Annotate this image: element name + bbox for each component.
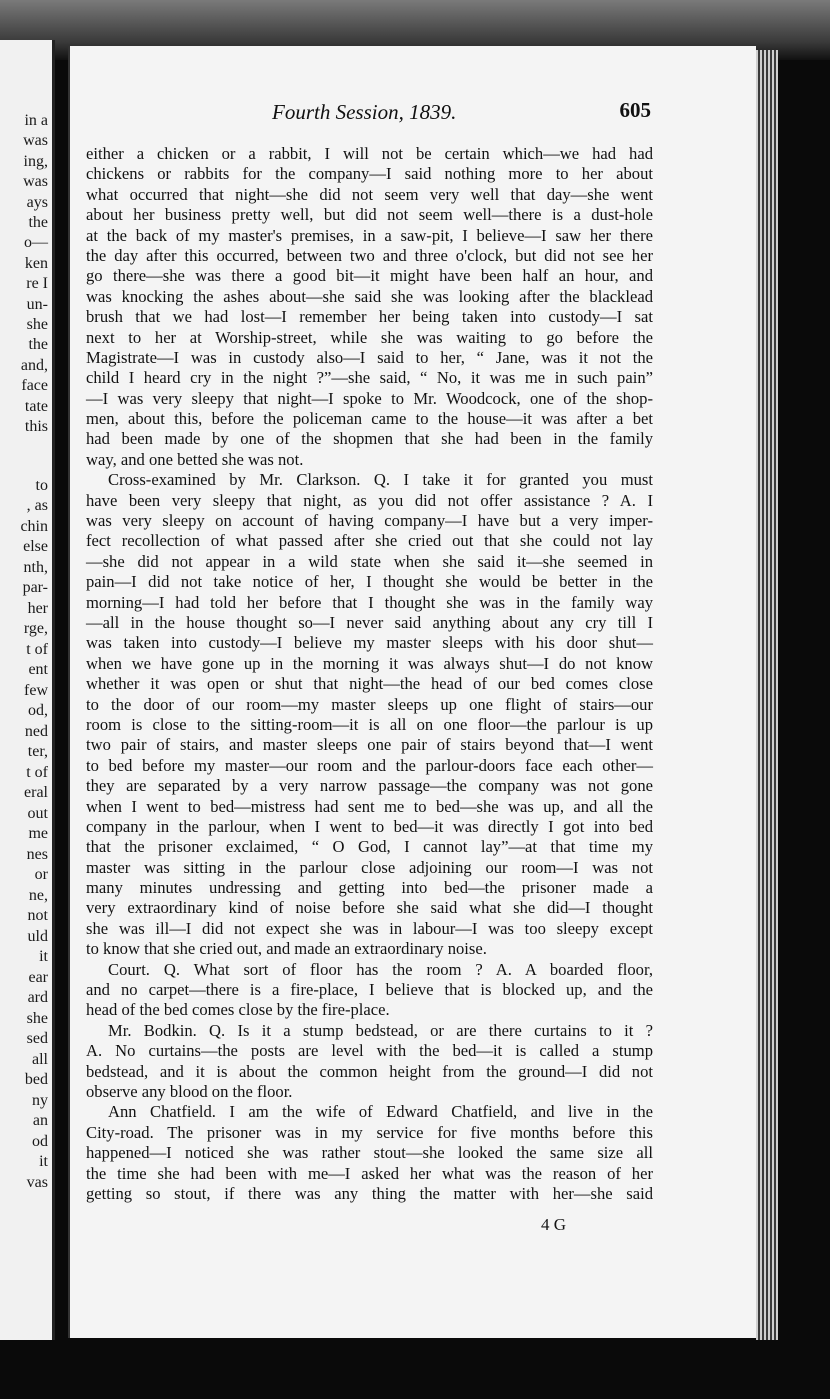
text-line: bedstead, and it is about the common height from the ground—I did not: [86, 1061, 653, 1081]
margin-fragment: ken: [24, 254, 48, 272]
text-line: that the prisoner exclaimed, “ O God, I cannot lay”—at that time my: [86, 837, 653, 857]
margin-fragment: ne,: [28, 886, 48, 904]
margin-fragment: re I: [26, 275, 48, 293]
text-line: the time she had been with me—I asked her what was the reason of her: [86, 1163, 653, 1183]
text-line: many minutes undressing and getting into bed—the prisoner made a: [86, 878, 653, 898]
text-line: head of the bed comes close by the fire-place.: [86, 1000, 390, 1020]
page-edges: [756, 50, 778, 1340]
text-line: she was ill—I did not expect she was in labour—I was too sleepy except: [86, 918, 653, 938]
margin-fragment: all: [32, 1050, 48, 1068]
margin-fragment: and,: [20, 356, 48, 374]
margin-fragment: this: [24, 418, 48, 435]
text-line: go there—she was there a good bit—it might have been half an hour, and: [86, 266, 653, 286]
text-line: Cross-examined by Mr. Clarkson. Q. I take it for granted you must: [108, 470, 653, 490]
margin-fragment: par-: [22, 579, 48, 597]
text-line: A. No curtains—the posts are level with the bed—it is called a stump: [86, 1041, 653, 1061]
margin-fragment: it: [39, 948, 48, 966]
margin-fragment: ear: [28, 968, 48, 986]
margin-fragment: od,: [28, 702, 48, 720]
text-line: was taken into custody—I believe my master sleeps with his door shut—: [86, 633, 653, 653]
text-line: —all in the house thought so—I never said anything about any cry till I: [86, 612, 653, 632]
margin-fragment: ing,: [23, 152, 48, 170]
margin-fragment: nth,: [23, 558, 48, 576]
left-page-fragment: [0, 40, 55, 1340]
margin-fragment: t of: [26, 763, 48, 781]
text-line: pain—I did not take notice of her, I thought she would be better in the: [86, 572, 653, 592]
text-line: Magistrate—I was in custody also—I said to her, “ Jane, was it not the: [86, 347, 653, 367]
text-line: the day after this occurred, between two and three o'clock, but did not see her: [86, 245, 653, 265]
margin-fragment: else: [23, 538, 48, 556]
margin-fragment: uld: [27, 927, 48, 945]
text-line: very extraordinary kind of noise before she said what she did—I thought: [86, 898, 653, 918]
margin-fragment: in a: [24, 112, 48, 129]
margin-fragment: or: [34, 866, 48, 884]
text-line: —she did not appear in a wild state when she said it—she seemed in: [86, 551, 653, 571]
margin-fragment: eral: [24, 784, 48, 802]
running-title: Fourth Session, 1839.: [272, 100, 457, 124]
margin-fragment: chin: [20, 517, 48, 535]
text-line: chickens or rabbits for the company—I said nothing more to her about: [86, 164, 653, 184]
text-line: City-road. The prisoner was in my service for five months before this: [86, 1122, 653, 1142]
text-line: two pair of stairs, and master sleeps one pair of stairs beyond that—I went: [86, 735, 653, 755]
margin-fragment: rge,: [23, 620, 48, 638]
text-line: men, about this, before the policeman came to the house—it was after a bet: [86, 409, 653, 429]
text-line: was very sleepy on account of having company—I have but a very imper-: [86, 511, 653, 531]
running-header: [86, 96, 651, 130]
margin-fragment: un-: [26, 295, 48, 313]
text-line: observe any blood on the floor.: [86, 1081, 293, 1101]
margin-fragment: ned: [24, 722, 48, 740]
margin-fragment: me: [28, 825, 48, 843]
text-line: and no carpet—there is a fire-place, I believe that is blocked up, and the: [86, 980, 653, 1000]
margin-fragment: was: [23, 173, 48, 191]
text-line: morning—I had told her before that I thought she was in the family way: [86, 592, 653, 612]
text-line: to know that she cried out, and made an extraordinary noise.: [86, 939, 487, 959]
margin-fragment: to: [35, 476, 48, 494]
margin-fragment: od: [32, 1132, 48, 1150]
margin-fragment: , as: [26, 497, 48, 515]
margin-fragment: ter,: [27, 743, 48, 761]
margin-fragment: was: [23, 132, 48, 150]
text-line: was knocking the ashes about—she said she was looking after the blacklead: [86, 286, 653, 306]
margin-fragment: nes: [26, 845, 48, 863]
text-line: Mr. Bodkin. Q. Is it a stump bedstead, or are there curtains to it ?: [108, 1020, 653, 1040]
margin-fragment: the: [28, 336, 48, 354]
text-line: brush that we had lost—I remember her being taken into custody—I sat: [86, 307, 653, 327]
text-line: whether it was open or shut that night—the head of our bed comes close: [86, 674, 653, 694]
text-line: when I went to bed—mistress had sent me to bed—she was up, and all the: [86, 796, 653, 816]
text-line: when we have gone up in the morning it was always shut—I do not know: [86, 653, 653, 673]
margin-fragment: her: [27, 599, 48, 617]
margin-fragment: she: [26, 1009, 48, 1027]
text-line: to bed before my master—our room and the parlour-doors face each other—: [86, 755, 653, 775]
margin-fragment: vas: [26, 1173, 48, 1191]
margin-fragment: t of: [26, 640, 48, 658]
text-line: have been very sleepy that night, as you did not offer assistance ? A. I: [86, 490, 653, 510]
margin-fragment: tate: [24, 397, 48, 415]
printer-signature-mark: 4 G: [541, 1215, 567, 1234]
text-line: room is close to the sitting-room—it is all on one floor—the parlour is up: [86, 714, 653, 734]
text-line: —I was very sleepy that night—I spoke to Mr. Woodcock, one of the shop-: [86, 388, 653, 408]
margin-fragment: she: [26, 316, 48, 333]
text-line: about her business pretty well, but did not seem well—there is a dust-hole: [86, 205, 653, 225]
text-line: what occurred that night—she did not seem very well that day—she went: [86, 184, 653, 204]
margin-fragment: sed: [26, 1030, 48, 1048]
margin-fragment: ny: [32, 1091, 48, 1109]
margin-fragment: out: [27, 804, 48, 822]
margin-fragment: not: [27, 907, 48, 925]
text-line: next to her at Worship-street, while she was waiting to go before the: [86, 327, 653, 347]
text-line: Court. Q. What sort of floor has the room ? A. A boarded floor,: [108, 959, 653, 979]
text-line: they are separated by a very narrow passage—the company was not gone: [86, 776, 653, 796]
text-line: way, and one betted she was not.: [86, 449, 304, 469]
margin-fragment: ent: [28, 661, 48, 679]
margin-fragment: few: [24, 681, 48, 699]
text-line: at the back of my master's premises, in a saw-pit, I believe—I saw her there: [86, 225, 653, 245]
page-body: [86, 144, 653, 1204]
text-line: either a chicken or a rabbit, I will not be certain which—we had had: [86, 144, 653, 163]
margin-fragment: bed: [24, 1071, 48, 1089]
margin-fragment: an: [32, 1112, 48, 1130]
text-line: to the door of our room—my master sleeps up one flight of stairs—our: [86, 694, 653, 714]
text-line: happened—I noticed she was rather stout—she looked the same size all: [86, 1143, 653, 1163]
text-line: fect recollection of what passed after she cried out that she could not lay: [86, 531, 653, 551]
text-line: getting so stout, if there was any thing the matter with her—she said: [86, 1183, 653, 1203]
text-line: child I heard cry in the night ?”—she said, “ No, it was me in such pain”: [86, 368, 653, 388]
text-line: master was sitting in the parlour close adjoining our room—I was not: [86, 857, 653, 877]
margin-fragment: face: [21, 377, 48, 395]
margin-fragment: it: [39, 1153, 48, 1171]
margin-fragment: ays: [26, 193, 48, 211]
page-number: 605: [619, 98, 651, 122]
margin-fragment: ard: [27, 989, 48, 1007]
text-line: Ann Chatfield. I am the wife of Edward Chatfield, and live in the: [108, 1102, 653, 1122]
text-line: had been made by one of the shopmen that she had been in the family: [86, 429, 653, 449]
margin-fragment: o—: [24, 234, 48, 252]
margin-fragment: the: [28, 214, 48, 231]
text-line: company in the parlour, when I went to bed—it was directly I got into bed: [86, 816, 653, 836]
